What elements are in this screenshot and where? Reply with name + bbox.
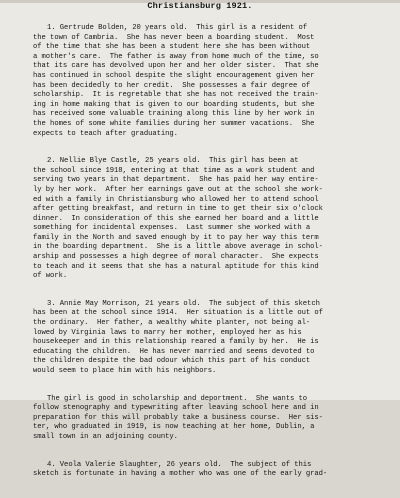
text-line: expects to teach after graduating. [33, 129, 178, 138]
text-line: preparation for this will probably take a business course. Her sis- [33, 413, 323, 422]
text-line: a mother's care. The father is away from home much of the time, so [33, 52, 319, 61]
paragraph-annie-may-morrison-continued [33, 395, 383, 443]
text-line: 3. Annie May Morrison, 21 years old. The subject of this sketch [47, 299, 320, 308]
paragraph-annie-may-morrison [33, 300, 383, 377]
text-line: ing in home making that is given to our boarding students, but she [33, 100, 315, 109]
text-line: 2. Nellie Blye Castle, 25 years old. This girl has been at [47, 157, 299, 166]
text-line: to teach and it seems that she has a natural aptitude for this kind [33, 262, 319, 271]
text-line: in the boarding department. She is a little above average in schol- [33, 243, 323, 252]
text-line: of work. [33, 272, 68, 281]
text-line: housekeeper and in this relationship reared a family by her. He is [33, 338, 319, 347]
text-line: ed with a family in Christiansburg who allowed her to attend school [33, 195, 319, 204]
text-line: that its care has devolved upon her and her older sister. That she [33, 62, 319, 71]
text-line: family in the North and saved enough by it to pay her way this term [33, 233, 319, 242]
text-line: follow stenography and typewriting after leaving school here and in [33, 404, 319, 413]
text-line: educating the children. He has never married and seems devoted to [33, 347, 315, 356]
text-line: of the time that she has been a student here she has been without [33, 43, 311, 52]
text-line: the homes of some white families during her summer vacations. She [33, 119, 315, 128]
text-line: ter, who graduated in 1919, is now teaching at her home, Dublin, a [33, 423, 315, 432]
text-line: has been decidedly to her credit. She possesses a fair degree of [33, 81, 311, 90]
text-line: small town in an adjoining county. [33, 432, 178, 441]
text-line: would seem to place him with his neighbors. [33, 367, 217, 375]
text-line: after getting breakfast, and return in time to get their six o'clock [33, 205, 323, 214]
text-line: The girl is good in scholarship and deportment. She wants to [47, 394, 308, 403]
text-line: dinner. In consideration of this she earned her board and a little [33, 214, 319, 223]
text-line: 4. Veola Valerie Slaughter, 26 years old. The subject of this [47, 460, 312, 469]
text-line: ly by her work. After her earnings gave out at the school she work- [33, 185, 323, 194]
text-line: scholarship. It is regretable that she has not received the train- [33, 91, 319, 100]
text-line: the town of Cambria. She has never been a boarding student. Most [33, 33, 315, 42]
text-line: arship and possesses a high degree of moral character. She expects [33, 253, 319, 262]
text-line: lowed by Virginia laws to marry her mother, employed her as his [33, 328, 302, 337]
document-body [33, 24, 383, 498]
document-title: Christiansburg 1921. [147, 1, 253, 11]
text-line: sketch is fortunate in having a mother who was one of the early grad- [33, 470, 328, 479]
text-line: the ordinary. Her father, a wealthy white planter, not being al- [33, 319, 311, 328]
text-line: has been at the school since 1914. Her situation is a little out of [33, 309, 323, 318]
text-line: the school since 1918, entering at that time as a work student and [33, 166, 315, 175]
text-line: 1. Gertrude Bolden, 20 years old. This girl is a resident of [47, 24, 308, 32]
text-line: has continued in school despite the slight encouragement given her [33, 71, 315, 80]
paragraph-nellie-blye-castle [33, 157, 383, 282]
text-line: something for incidental expenses. Last summer she worked with a [33, 224, 311, 233]
text-line: the children despite the bad odour which this part of his conduct [33, 357, 311, 366]
text-line: serving two years in that department. She has paid her way entire- [33, 176, 319, 185]
paragraph-veola-valerie-slaughter [33, 461, 383, 480]
text-line: has received some valuable training along this line by her work in [33, 110, 315, 119]
paragraph-gertrude-bolden [33, 24, 383, 139]
